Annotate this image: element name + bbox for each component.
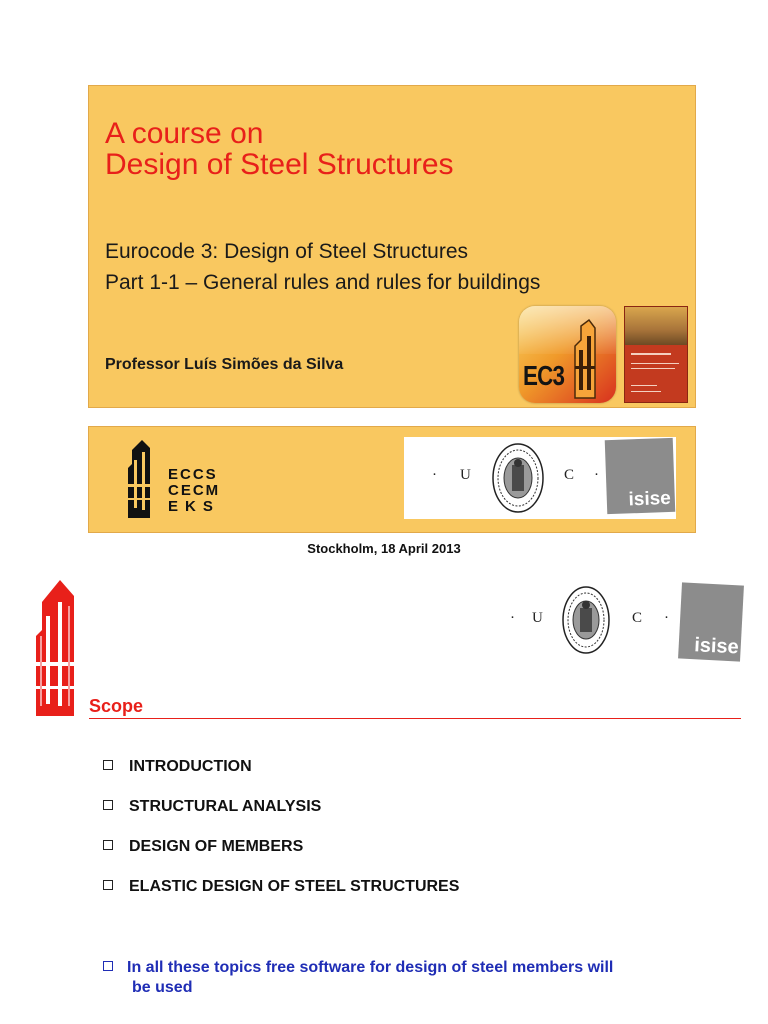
note-line-1: In all these topics free software for design of steel members will	[127, 959, 614, 976]
eccs-line-1: ECCS	[168, 466, 218, 483]
note-line-2: be used	[132, 979, 193, 996]
checkbox-bullet-icon	[103, 800, 113, 810]
uc-letter-c-2: C	[632, 610, 643, 626]
isise-label-2: isise	[693, 634, 740, 659]
book-cover-image	[624, 306, 688, 403]
university-seal-icon	[490, 441, 546, 515]
subtitle-line-1: Eurocode 3: Design of Steel Structures	[105, 240, 469, 263]
bullet-item	[103, 757, 252, 777]
bullet-text: INTRODUCTION	[129, 758, 252, 775]
scope-title: Scope	[89, 696, 144, 716]
uc-dot-right-2: ·	[664, 610, 669, 626]
checkbox-bullet-icon	[103, 760, 113, 770]
bullet-item	[103, 877, 459, 897]
isise-label: isise	[628, 487, 672, 511]
bullet-item	[103, 837, 303, 857]
slide-caption: Stockholm, 18 April 2013	[307, 541, 461, 556]
university-seal-icon-2	[560, 584, 612, 656]
ec3-logo	[519, 306, 616, 403]
uc-isise-logo	[404, 437, 676, 519]
software-note	[103, 958, 733, 998]
checkbox-bullet-icon	[103, 880, 113, 890]
checkbox-bullet-icon	[103, 961, 113, 971]
bullet-text: DESIGN OF MEMBERS	[129, 838, 304, 855]
eccs-logo-text	[168, 467, 220, 515]
bullet-item	[103, 797, 321, 817]
isise-logo	[605, 438, 676, 514]
isise-logo-2	[678, 582, 744, 661]
subtitle-line-2: Part 1-1 – General rules and rules for buildings	[105, 271, 541, 294]
course-title-line-1: A course on	[105, 117, 264, 150]
bullet-text: STRUCTURAL ANALYSIS	[129, 798, 322, 815]
title-divider	[89, 718, 741, 719]
red-tower-logo-icon	[30, 576, 82, 720]
uc-dot-right: ·	[594, 467, 599, 483]
bullet-text: ELASTIC DESIGN OF STEEL STRUCTURES	[129, 878, 460, 895]
eccs-tower-icon	[124, 438, 160, 520]
uc-letter-u-2: U	[532, 610, 543, 626]
uc-dot-left: ·	[432, 467, 437, 483]
uc-isise-logo-2	[500, 580, 750, 664]
eccs-line-3: EKS	[168, 498, 220, 515]
course-title	[105, 118, 454, 180]
uc-dot-left-2: ·	[510, 610, 515, 626]
eccs-line-2: CECM	[168, 482, 221, 499]
ec3-label: EC3	[523, 360, 565, 391]
author-name: Professor Luís Simões da Silva	[105, 356, 344, 373]
course-subtitle	[105, 236, 540, 298]
checkbox-bullet-icon	[103, 840, 113, 850]
course-title-line-2: Design of Steel Structures	[105, 148, 454, 181]
uc-letter-u: U	[460, 467, 471, 483]
uc-letter-c: C	[564, 467, 575, 483]
